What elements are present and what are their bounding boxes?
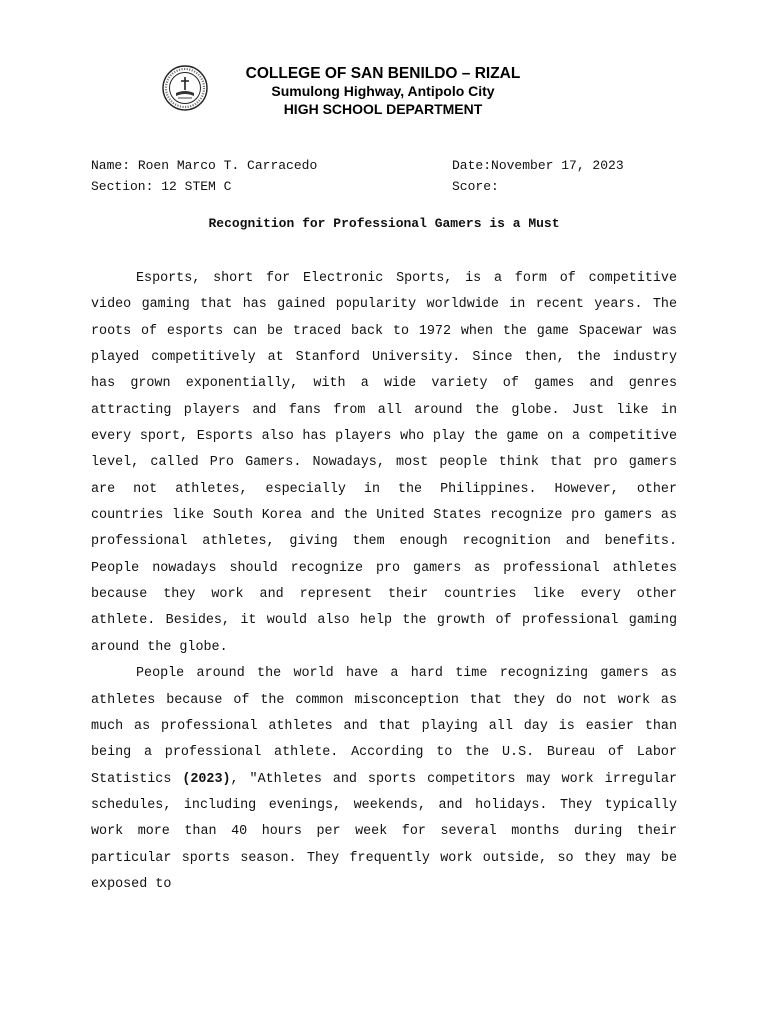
essay-body (91, 266, 677, 898)
department-name: HIGH SCHOOL DEPARTMENT (283, 101, 483, 117)
essay-title: Recognition for Professional Gamers is a Must (208, 216, 560, 231)
date-label: Date: (452, 158, 492, 173)
student-section: 12 STEM C (161, 179, 232, 194)
date-value: November 17, 2023 (491, 158, 624, 173)
date-line (452, 155, 624, 176)
document-header (210, 64, 556, 118)
section-label: Section: (91, 179, 154, 194)
college-address: Sumulong Highway, Antipolo City (271, 83, 495, 99)
citation-year: (2023) (182, 771, 231, 787)
name-label: Name: (91, 158, 131, 173)
school-seal-logo (162, 65, 208, 111)
student-name-line (91, 155, 317, 176)
score-label: Score: (452, 179, 499, 194)
score-line (452, 176, 499, 197)
section-line (91, 176, 231, 197)
student-name: Roen Marco T. Carracedo (137, 158, 318, 173)
essay-paragraph-1: Esports, short for Electronic Sports, is a form of competitive video gaming that has gained popularity worldwide in recent years. The roots of esports can be traced back to 1972 when the game Spacewar was played competitively at Stanford University. Since then, the industry has grown exponentially, with a wide variety of games and genres attracting players and fans from all around the globe. Just like in every sport, Esports also has players who play the game on a competitive level, called Pro Gamers. Nowadays, most people think that pro gamers are not athletes, especially in the Philippines. However, other countries like South Korea and the United States recognize pro gamers as professional athletes, giving them enough recognition and benefits. People nowadays should recognize pro gamers as professional athletes because they work and represent their countries like every other athlete. Besides, it would also help the growth of professional gaming around the globe. (91, 271, 677, 655)
college-name: COLLEGE OF SAN BENILDO – RIZAL (245, 65, 521, 82)
paragraph-2-text-a: People around the world have a hard time recognizing gamers as athletes because of the common misconception that they do not work as much as professional athletes and that playing all day is easier than being a professional athlete. According to the U.S. Bureau of Labor Statistics (91, 666, 677, 787)
essay-paragraph-2 (91, 661, 677, 898)
paragraph-2-text-b: , "Athletes and sports competitors may work irregular schedules, including evenings, weekends, and holidays. They typically work more than 40 hours per week for several months during their particular sports season. They frequently work outside, so they may be exposed to (91, 771, 677, 892)
